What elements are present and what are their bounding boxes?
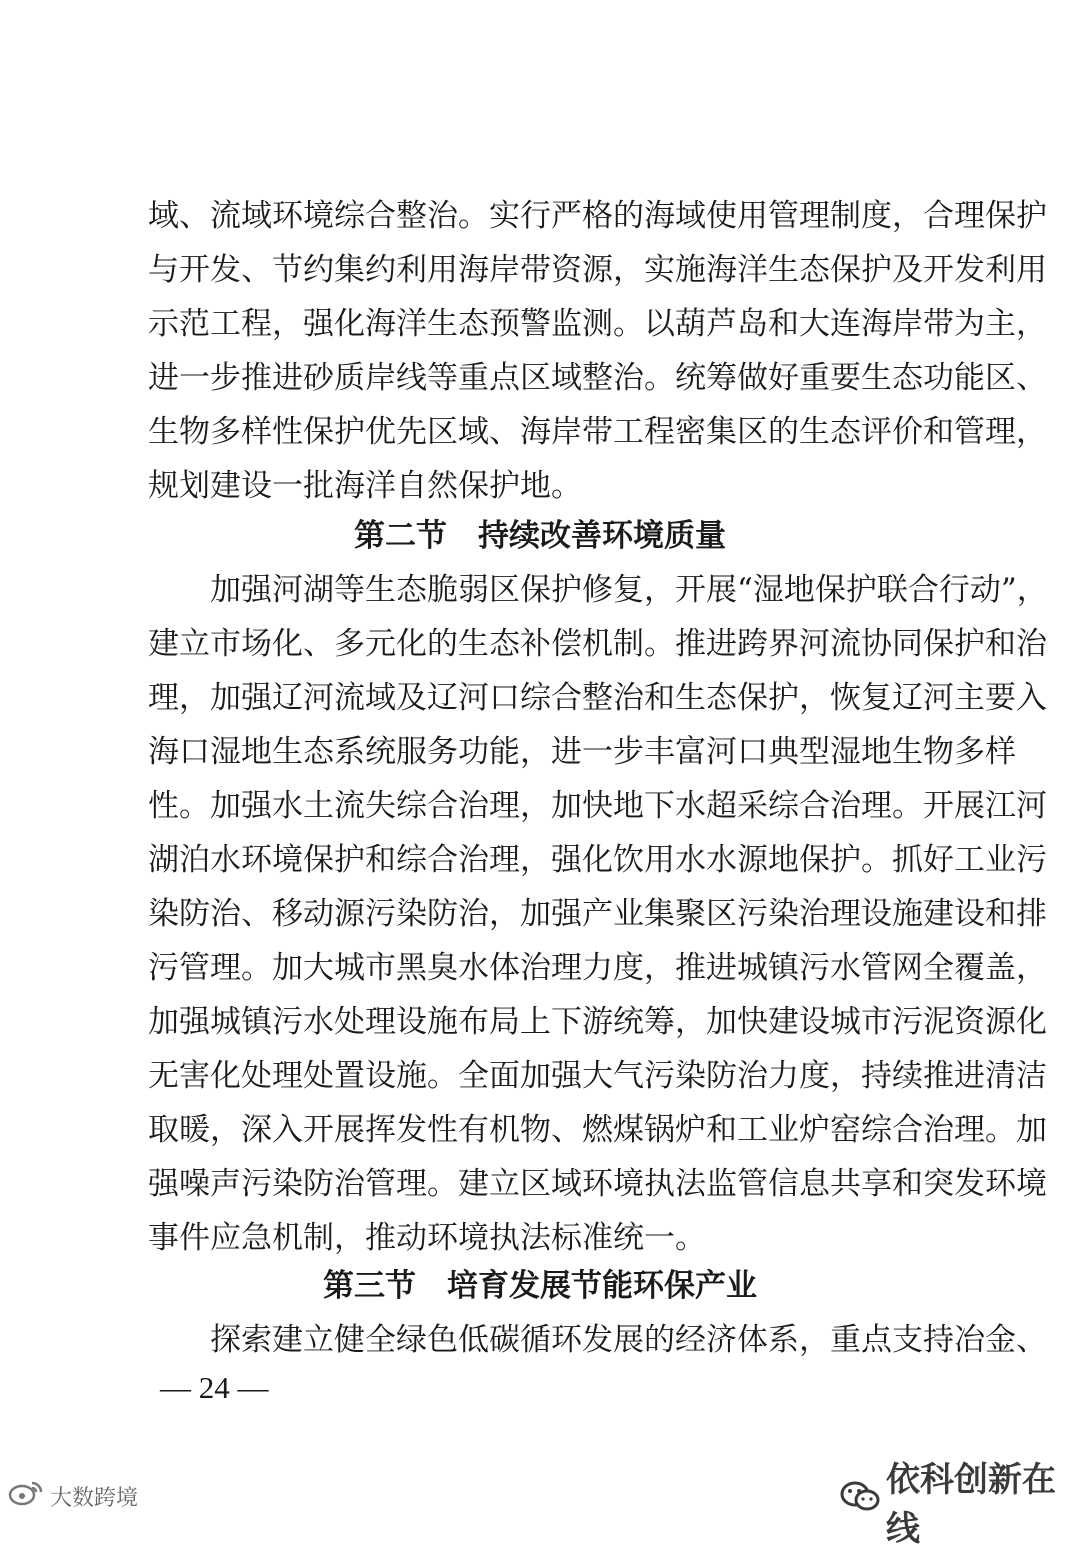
body-line: 事件应急机制，推动环境执法标准统一。 bbox=[148, 1220, 706, 1256]
body-line: 与开发、节约集约利用海岸带资源，实施海洋生态保护及开发利用 bbox=[148, 252, 1047, 288]
body-line: 污管理。加大城市黑臭水体治理力度，推进城镇污水管网全覆盖， bbox=[148, 950, 1047, 986]
watermark-left bbox=[8, 1480, 138, 1512]
body-line: 理，加强辽河流域及辽河口综合整治和生态保护，恢复辽河主要入 bbox=[148, 680, 1047, 716]
body-line: 加强城镇污水处理设施布局上下游统筹，加快建设城市污泥资源化 bbox=[148, 1004, 1047, 1040]
section-heading: 第三节 培育发展节能环保产业 bbox=[323, 1268, 757, 1304]
page-number: — 24 — bbox=[160, 1370, 269, 1405]
watermark-right bbox=[840, 1452, 1080, 1550]
body-line: 加强河湖等生态脆弱区保护修复，开展“湿地保护联合行动”， bbox=[210, 572, 1048, 608]
body-line: 强噪声污染防治管理。建立区域环境执法监管信息共享和突发环境 bbox=[148, 1166, 1047, 1202]
weibo-icon bbox=[8, 1480, 50, 1512]
body-line: 性。加强水土流失综合治理，加快地下水超采综合治理。开展江河 bbox=[148, 788, 1047, 824]
body-line: 生物多样性保护优先区域、海岸带工程密集区的生态评价和管理， bbox=[148, 414, 1047, 450]
body-line: 规划建设一批海洋自然保护地。 bbox=[148, 468, 582, 504]
body-line: 无害化处理处置设施。全面加强大气污染防治力度，持续推进清洁 bbox=[148, 1058, 1047, 1094]
body-line: 示范工程，强化海洋生态预警监测。以葫芦岛和大连海岸带为主， bbox=[148, 306, 1047, 342]
section-heading: 第二节 持续改善环境质量 bbox=[354, 518, 726, 554]
body-line: 湖泊水环境保护和综合治理，强化饮用水水源地保护。抓好工业污 bbox=[148, 842, 1047, 878]
body-line: 探索建立健全绿色低碳循环发展的经济体系，重点支持冶金、 bbox=[210, 1322, 1047, 1358]
wechat-icon bbox=[840, 1480, 886, 1523]
watermark-left-text: 大数跨境 bbox=[50, 1485, 139, 1511]
body-line: 染防治、移动源污染防治，加强产业集聚区污染治理设施建设和排 bbox=[148, 896, 1047, 932]
body-line: 海口湿地生态系统服务功能，进一步丰富河口典型湿地生物多样 bbox=[148, 734, 1016, 770]
body-line: 建立市场化、多元化的生态补偿机制。推进跨界河流协同保护和治 bbox=[148, 626, 1047, 662]
body-line: 取暖，深入开展挥发性有机物、燃煤锅炉和工业炉窑综合治理。加 bbox=[148, 1112, 1047, 1148]
body-line: 域、流域环境综合整治。实行严格的海域使用管理制度，合理保护 bbox=[148, 198, 1047, 234]
body-line: 进一步推进砂质岸线等重点区域整治。统筹做好重要生态功能区、 bbox=[148, 360, 1047, 396]
watermark-right-text: 依科创新在线 bbox=[886, 1460, 1056, 1549]
